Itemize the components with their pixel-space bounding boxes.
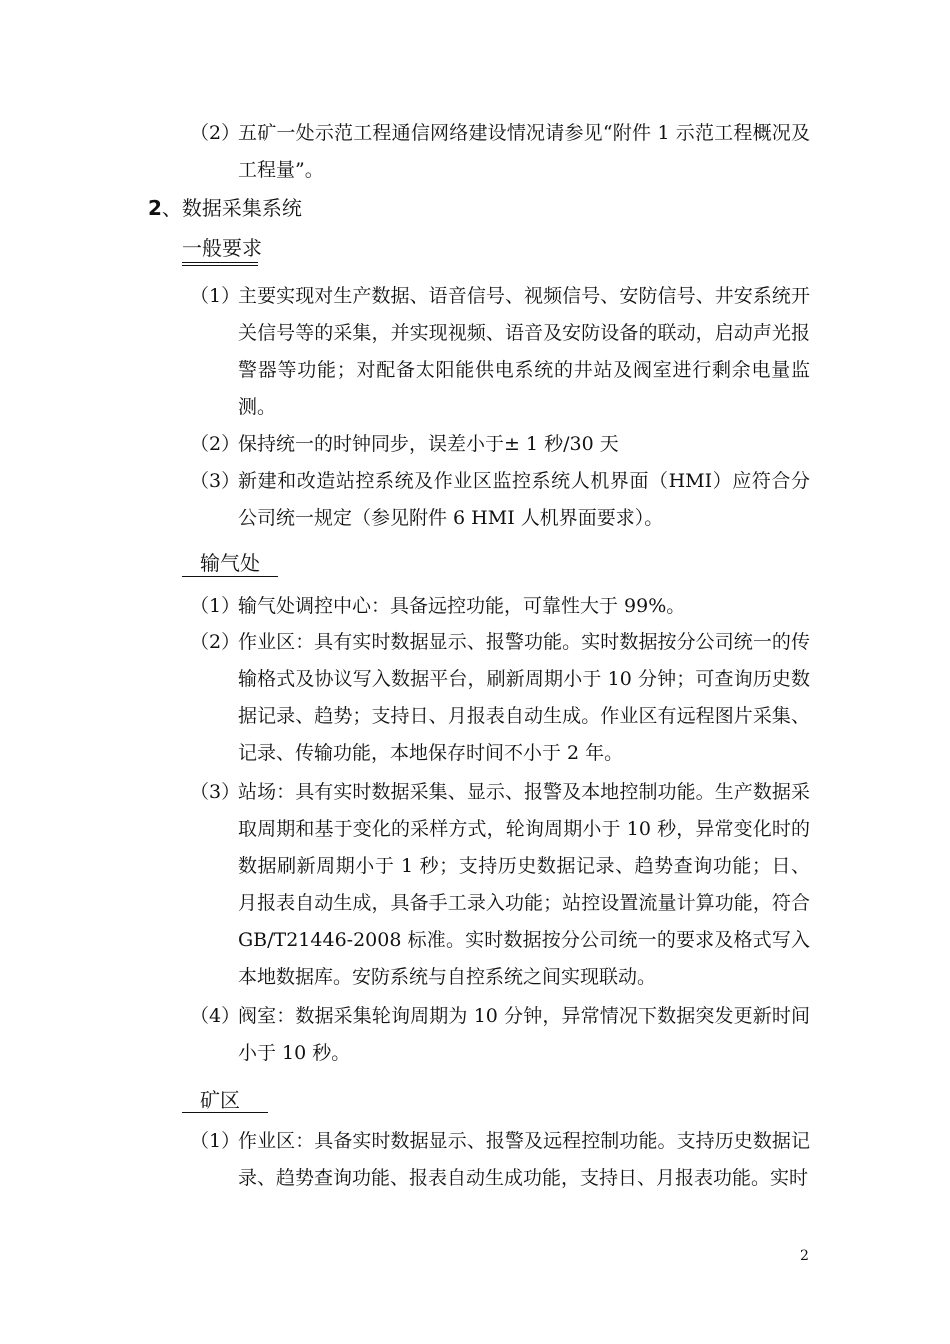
item-text: 五矿一处示范工程通信网络建设情况请参见“附件 1 示范工程概况及工程量”。 [238, 122, 810, 181]
item-number: （2） [190, 433, 241, 455]
list-item [190, 624, 810, 772]
list-item [190, 115, 810, 189]
item-text: 站场：具有实时数据采集、显示、报警及本地控制功能。生产数据采取周期和基于变化的采样方式，轮询周期小于 10 秒，异常变化时的数据刷新周期小于 1 秒；支持历史数据记录、趋势查询功能；日、月报表自动生成，具备手工录入功能；站控设置流量计算功能，符合GB/T21446-2008 标准。实时数据按分公司统一的要求及格式写入本地数据库。安防系统与自控系统之间实现联动。 [238, 781, 810, 988]
list-item [190, 426, 810, 463]
list-item [190, 463, 810, 537]
item-number: （2） [190, 122, 241, 144]
item-text: 作业区：具备实时数据显示、报警及远程控制功能。支持历史数据记录、趋势查询功能、报表自动生成功能，支持日、月报表功能。实时 [238, 1130, 810, 1189]
item-number: （1） [190, 285, 241, 307]
underline [182, 1112, 268, 1113]
section-heading [148, 191, 302, 225]
section-title: 、数据采集系统 [161, 196, 302, 220]
page-number: 2 [800, 1248, 809, 1264]
item-text: 输气处调控中心：具备远控功能，可靠性大于 99%。 [238, 595, 686, 617]
item-number: （1） [190, 1130, 241, 1152]
subheading-gas: 输气处 [200, 551, 260, 575]
item-number: （2） [190, 631, 241, 653]
list-item [190, 588, 810, 625]
item-text: 保持统一的时钟同步，误差小于± 1 秒/30 天 [238, 433, 619, 455]
item-number: （4） [190, 1005, 241, 1027]
item-number: （3） [190, 781, 241, 803]
underline [182, 576, 278, 577]
subheading-general: 一般要求 [182, 236, 262, 260]
underline [182, 265, 258, 266]
item-text: 新建和改造站控系统及作业区监控系统人机界面（HMI）应符合分公司统一规定（参见附件 6 HMI 人机界面要求）。 [238, 470, 810, 529]
underline [182, 262, 258, 263]
item-text: 作业区：具有实时数据显示、报警功能。实时数据按分公司统一的传输格式及协议写入数据平台，刷新周期小于 10 分钟；可查询历史数据记录、趋势；支持日、月报表自动生成。作业区有远程图片采集、记录、传输功能，本地保存时间不小于 2 年。 [238, 631, 810, 764]
item-text: 阀室：数据采集轮询周期为 10 分钟，异常情况下数据突发更新时间小于 10 秒。 [238, 1005, 810, 1064]
list-item [190, 998, 810, 1072]
list-item [190, 278, 810, 426]
item-text: 主要实现对生产数据、语音信号、视频信号、安防信号、井安系统开关信号等的采集，并实现视频、语音及安防设备的联动，启动声光报警器等功能；对配备太阳能供电系统的井站及阀室进行剩余电量监测。 [238, 285, 810, 418]
list-item [190, 774, 810, 996]
section-number: 2 [148, 196, 162, 220]
item-number: （3） [190, 470, 241, 492]
item-number: （1） [190, 595, 241, 617]
subheading-mine: 矿区 [200, 1088, 240, 1112]
list-item [190, 1123, 810, 1197]
